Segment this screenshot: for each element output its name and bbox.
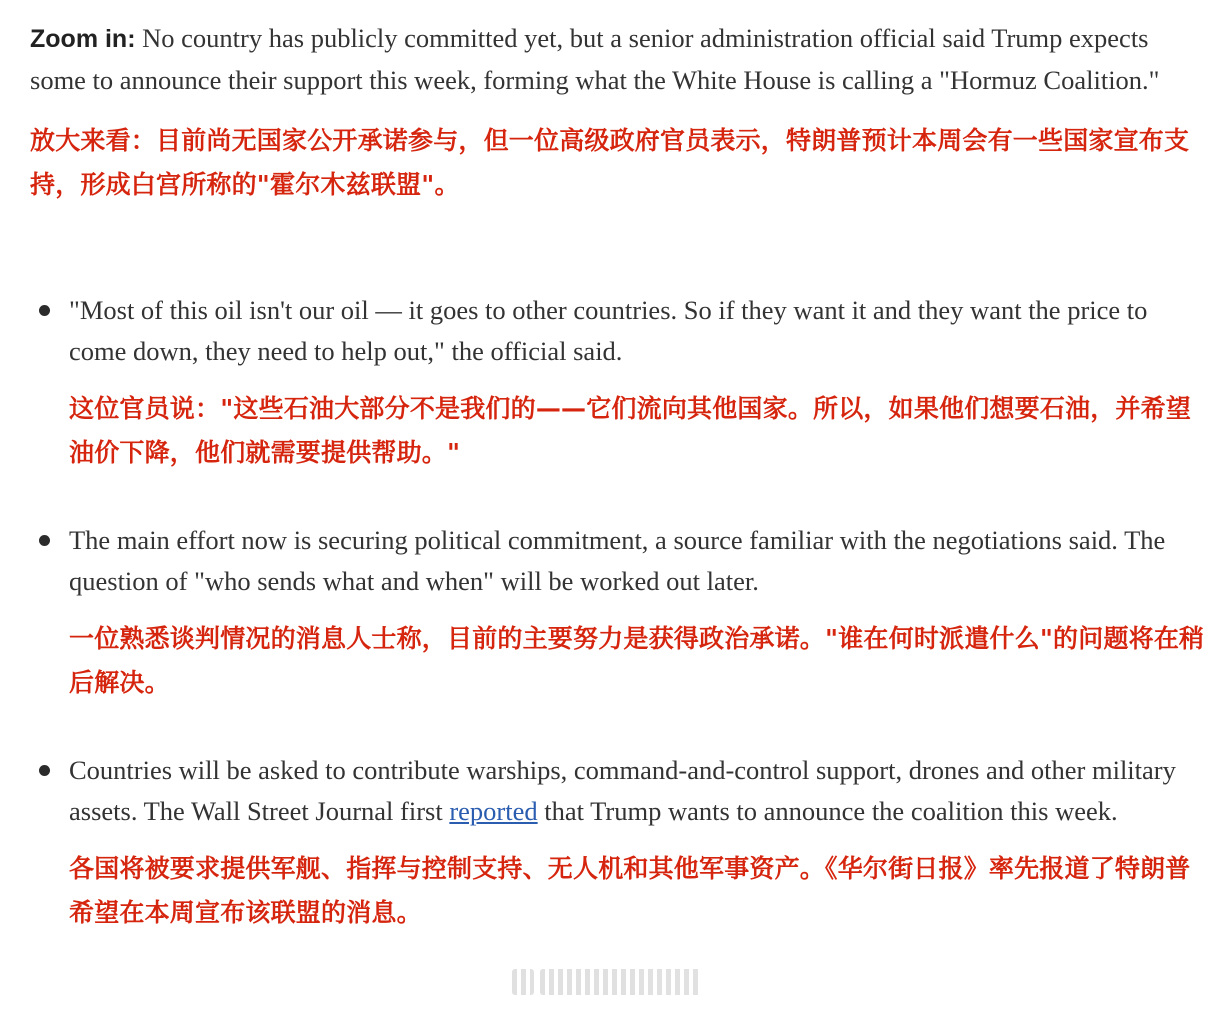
reported-link[interactable]: reported	[449, 795, 538, 826]
bullet-text: The main effort now is securing political commitment, a source familiar with the negotiations said. The question of "who sends what and when" will be worked out later.	[69, 525, 1166, 596]
watermark-logo	[512, 966, 708, 998]
bullet-item	[30, 520, 1210, 705]
bullet-item	[30, 290, 1210, 475]
bullet-item	[30, 750, 1210, 935]
intro-section	[30, 18, 1210, 207]
bullet-icon	[39, 305, 50, 316]
intro-label: Zoom in:	[30, 25, 136, 53]
bullet-translation: 这位官员说："这些石油大部分不是我们的——它们流向其他国家。所以，如果他们想要石油，并希望油价下降，他们就需要提供帮助。"	[69, 394, 1192, 467]
bullet-text	[69, 750, 1210, 831]
bullet-text-before: Countries will be asked to contribute warships, command-and-control support, drones and other military assets. The Wall Street Journal first	[69, 755, 1176, 826]
watermark-glyph	[512, 969, 534, 995]
article-content	[30, 18, 1210, 927]
bullet-icon	[39, 765, 50, 776]
bullet-translation: 一位熟悉谈判情况的消息人士称，目前的主要努力是获得政治承诺。"谁在何时派遣什么"的问题将在稍后解决。	[69, 624, 1205, 697]
intro-paragraph	[30, 18, 1210, 100]
bullet-icon	[39, 535, 50, 546]
bullet-translation: 各国将被要求提供军舰、指挥与控制支持、无人机和其他军事资产。《华尔街日报》率先报道了特朗普希望在本周宣布该联盟的消息。	[69, 854, 1191, 927]
intro-translation: 放大来看：目前尚无国家公开承诺参与，但一位高级政府官员表示，特朗普预计本周会有一些国家宣布支持，形成白宫所称的"霍尔木兹联盟"。	[30, 126, 1190, 199]
intro-text: No country has publicly committed yet, but a senior administration official said Trump expects some to announce their support this week, forming what the White House is calling a "Hormuz Coalition."	[30, 23, 1160, 95]
watermark-glyph	[540, 969, 700, 995]
bullet-text-after: that Trump wants to announce the coalition this week.	[537, 795, 1118, 826]
bullet-text: "Most of this oil isn't our oil — it goes to other countries. So if they want it and they want the price to come down, they need to help out," the official said.	[69, 295, 1148, 366]
